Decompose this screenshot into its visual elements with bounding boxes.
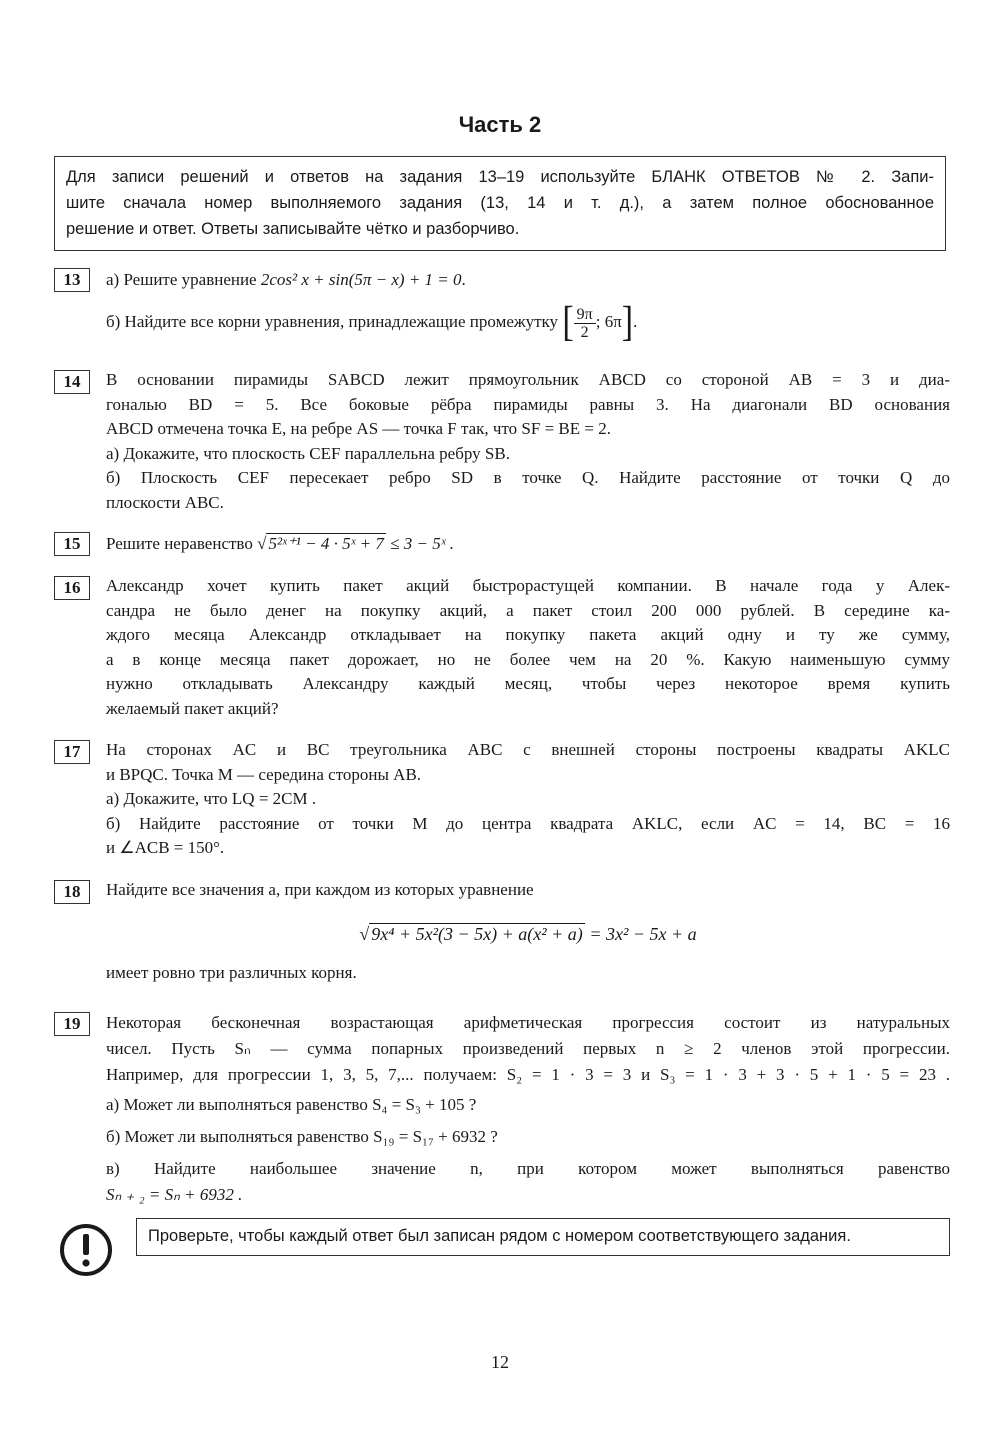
task-text: Решите неравенство (106, 534, 253, 553)
task-number: 16 (54, 576, 90, 600)
task-line: Sₙ ₊ ₂ = Sₙ + 6932 . (106, 1185, 243, 1204)
task-19 (54, 1010, 950, 1208)
task-16 (54, 574, 950, 721)
task-number: 15 (54, 532, 90, 556)
task-line: На сторонах AC и BC треугольника ABC с внешней стороны построены квадраты AKLC (106, 740, 950, 759)
section-title: Часть 2 (458, 112, 542, 137)
task-14 (54, 368, 950, 515)
task-number: 13 (54, 268, 90, 292)
task-line: и ∠ACB = 150°. (106, 838, 225, 857)
task-number: 18 (54, 880, 90, 904)
task-17 (54, 738, 950, 861)
instructions-line: шите сначала номер выполняемого задания (13, 14 и т. д.), а затем полное обоснованное (66, 194, 934, 212)
warning-text: Проверьте, чтобы каждый ответ был записан рядом с номером соответствующего задания. (148, 1227, 851, 1245)
task-text: б) Найдите все корни уравнения, принадлежащие промежутку (106, 312, 559, 331)
task-line: а) Может ли выполняться равенство S₄ = S₃ + 105 ? (106, 1095, 477, 1114)
task-line: гональю BD = 5. Все боковые рёбра пирамиды равны 3. На диагонали BD основания (106, 394, 950, 414)
fraction: $\frac{9\pi}{2}$ (574, 306, 596, 341)
task-text: а) Решите уравнение (106, 270, 257, 289)
task-15 (54, 530, 950, 558)
task-line: чисел. Пусть Sₙ — сумма попарных произведений первых n ≥ 2 членов этой прогрессии. (106, 1039, 950, 1058)
task-line: Найдите все значения a, при каждом из которых уравнение (106, 880, 534, 899)
task-line: В основании пирамиды SABCD лежит прямоугольник ABCD со стороной AB = 3 и диа- (106, 370, 950, 389)
task-number: 19 (54, 1012, 90, 1036)
task-line: б) Найдите расстояние от точки M до центра квадрата AKLC, если AC = 14, BC = 16 (106, 813, 950, 833)
task-line: б) Может ли выполняться равенство S₁₉ = S₁₇ + 6932 ? (106, 1127, 498, 1146)
task-line: в) Найдите наибольшее значение n, при котором может выполняться равенство (106, 1159, 950, 1178)
exclamation-circle-icon (58, 1222, 114, 1278)
instructions-line: решение и ответ. Ответы записывайте чётко и разборчиво. (66, 220, 520, 238)
task-line: б) Плоскость CEF пересекает ребро SD в точке Q. Найдите расстояние от точки Q до (106, 468, 950, 487)
task-line: а) Докажите, что LQ = 2CM . (106, 789, 317, 808)
task-line: и BPQC. Точка M — середина стороны AB. (106, 764, 422, 784)
task-line: Например, для прогрессии 1, 3, 5, 7,... получаем: S₂ = 1 · 3 = 3 и S₃ = 1 · 3 + 3 · 5 + 1 · 5 = 23 . (106, 1065, 950, 1084)
task-line: имеет ровно три различных корня. (106, 962, 357, 982)
warning-box (136, 1218, 950, 1256)
square-root: √ 9x⁴ + 5x²(3 − 5x) + a(x² + a) (359, 923, 583, 944)
task-line: ABCD отмечена точка E, на ребре AS — точка F так, что SF = BE = 2. (106, 419, 611, 438)
equation-rhs: = 3x² − 5x + a (589, 923, 697, 944)
task-line: Некоторая бесконечная возрастающая арифметическая прогрессия состоит из натуральных (106, 1013, 950, 1032)
task-line: а) Докажите, что плоскость CEF параллельна ребру SB. (106, 443, 510, 463)
task-line: Александр хочет купить пакет акций быстрорастущей компании. В начале года у Алек- (106, 576, 950, 595)
interval-end: ; 6π (595, 312, 622, 331)
equation: 2cos² x + sin(5π − x) + 1 = 0 (260, 270, 462, 289)
page-number: 12 (491, 1352, 509, 1372)
task-line: а в конце месяца пакет дорожает, но не более чем на 20 %. Какую наименьшую сумму (106, 649, 950, 669)
task-line: сандра не было денег на покупку акций, а пакет стоил 200 000 рублей. В середине ка- (106, 600, 950, 620)
task-line: плоскости ABC. (106, 492, 224, 512)
task-line: ждого месяца Александр откладывает на покупку пакета акций одну и ту же сумму, (106, 625, 950, 644)
task-number: 17 (54, 740, 90, 764)
square-root: √ 5²ˣ⁺¹ − 4 · 5ˣ + 7 (257, 534, 384, 553)
task-line: желаемый пакет акций? (106, 698, 279, 718)
task-18 (54, 878, 950, 985)
inequality-rhs: ≤ 3 − 5ˣ . (390, 534, 455, 553)
task-13: 13 а) Решите уравнение 2cos² x + sin(5π − x) + 1 = 0. б) Найдите все корни уравнения, принадлежащие промежутку [ $\frac{9\pi}{2}$ ; 6π]. (54, 266, 950, 345)
instructions-box (54, 156, 946, 251)
instructions-line: Для записи решений и ответов на задания 13–19 используйте БЛАНК ОТВЕТОВ № 2. Запи- (66, 168, 934, 186)
task-number: 14 (54, 370, 90, 394)
task-line: нужно откладывать Александру каждый месяц, чтобы через некоторое время купить (106, 674, 950, 693)
